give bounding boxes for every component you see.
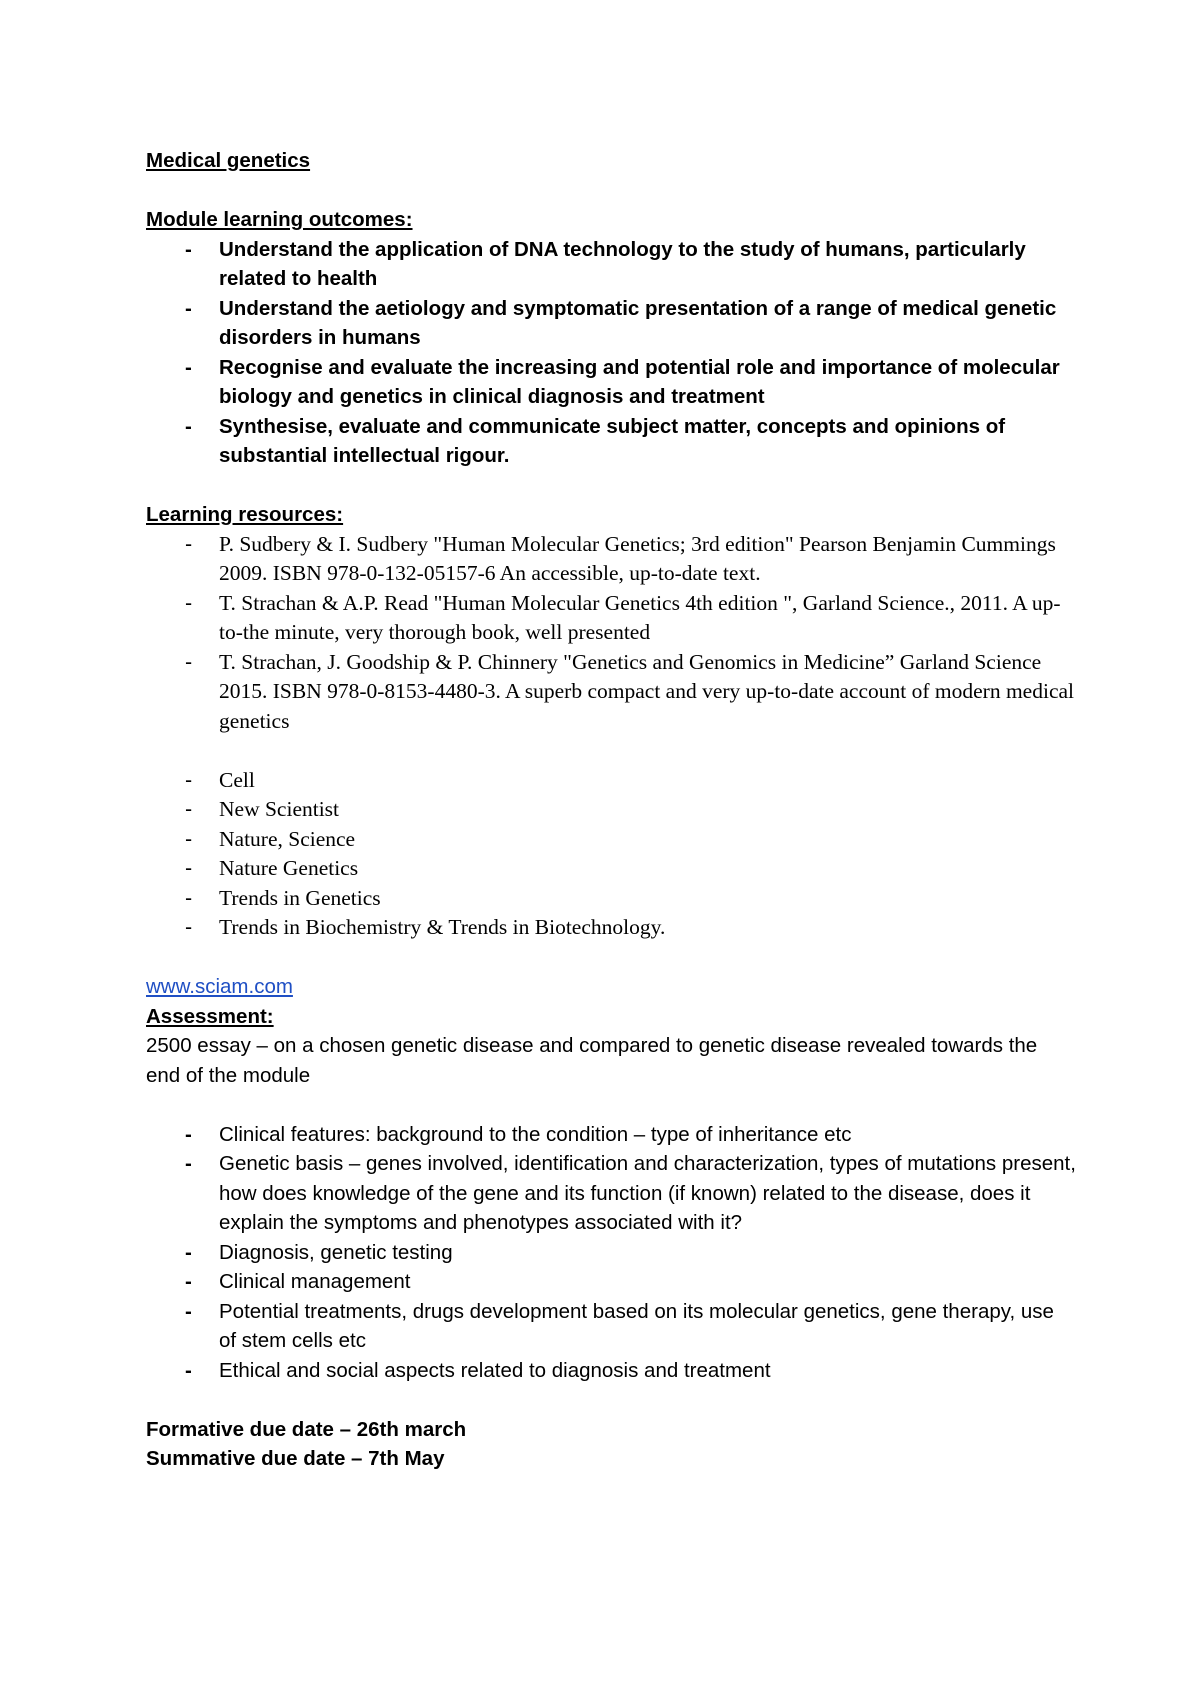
list-item: - Ethical and social aspects related to diagnosis and treatment — [146, 1356, 1076, 1386]
list-item: - Understand the aetiology and symptomatic presentation of a range of medical genetic disorders in humans — [146, 294, 1076, 353]
resources-heading: Learning resources: — [146, 503, 344, 526]
books-list — [146, 530, 1076, 737]
summative-due-date: Summative due date – 7th May — [146, 1447, 445, 1470]
list-item: - T. Strachan, J. Goodship & P. Chinnery "Genetics and Genomics in Medicine” Garland Science 2015. ISBN 978-0-8153-4480-3. A superb compact and very up-to-date account of modern medical genetics — [146, 648, 1076, 737]
list-item: - Trends in Genetics — [146, 884, 1076, 914]
website-line — [146, 972, 1076, 1002]
list-item: - Cell — [146, 766, 1076, 796]
list-item: - Genetic basis – genes involved, identification and characterization, types of mutations present, how does knowledge of the gene and its function (if known) related to the disease, does it explain the symptoms and phenotypes associated with it? — [146, 1149, 1076, 1238]
list-item: - Nature, Science — [146, 825, 1076, 855]
list-item: - Potential treatments, drugs development based on its molecular genetics, gene therapy, use of stem cells etc — [146, 1297, 1076, 1356]
outcomes-heading: Module learning outcomes: — [146, 208, 413, 231]
list-item: - Trends in Biochemistry & Trends in Biotechnology. — [146, 913, 1076, 943]
website-link[interactable]: www.sciam.com — [146, 975, 293, 998]
list-item: - T. Strachan & A.P. Read "Human Molecular Genetics 4th edition ", Garland Science., 2011. A up-to-the minute, very thorough book, well presented — [146, 589, 1076, 648]
list-item: - Diagnosis, genetic testing — [146, 1238, 1076, 1268]
assessment-list — [146, 1120, 1076, 1386]
list-item: - Synthesise, evaluate and communicate subject matter, concepts and opinions of substantial intellectual rigour. — [146, 412, 1076, 471]
journals-list — [146, 766, 1076, 943]
document-body — [146, 146, 1076, 1474]
assessment-heading: Assessment: — [146, 1004, 274, 1028]
list-item: - Clinical features: background to the condition – type of inheritance etc — [146, 1120, 1076, 1150]
list-item: - New Scientist — [146, 795, 1076, 825]
list-item: - Understand the application of DNA technology to the study of humans, particularly related to health — [146, 235, 1076, 294]
outcomes-list — [146, 235, 1076, 471]
list-item: - Recognise and evaluate the increasing and potential role and importance of molecular biology and genetics in clinical diagnosis and treatment — [146, 353, 1076, 412]
document-title: Medical genetics — [146, 149, 311, 172]
list-item: - P. Sudbery & I. Sudbery "Human Molecular Genetics; 3rd edition" Pearson Benjamin Cummings 2009. ISBN 978-0-132-05157-6 An accessible, up-to-date text. — [146, 530, 1076, 589]
list-item: - Clinical management — [146, 1267, 1076, 1297]
assessment-description: 2500 essay – on a chosen genetic disease and compared to genetic disease revealed towards the end of the module — [146, 1034, 1038, 1087]
list-item: - Nature Genetics — [146, 854, 1076, 884]
formative-due-date: Formative due date – 26th march — [146, 1417, 467, 1441]
